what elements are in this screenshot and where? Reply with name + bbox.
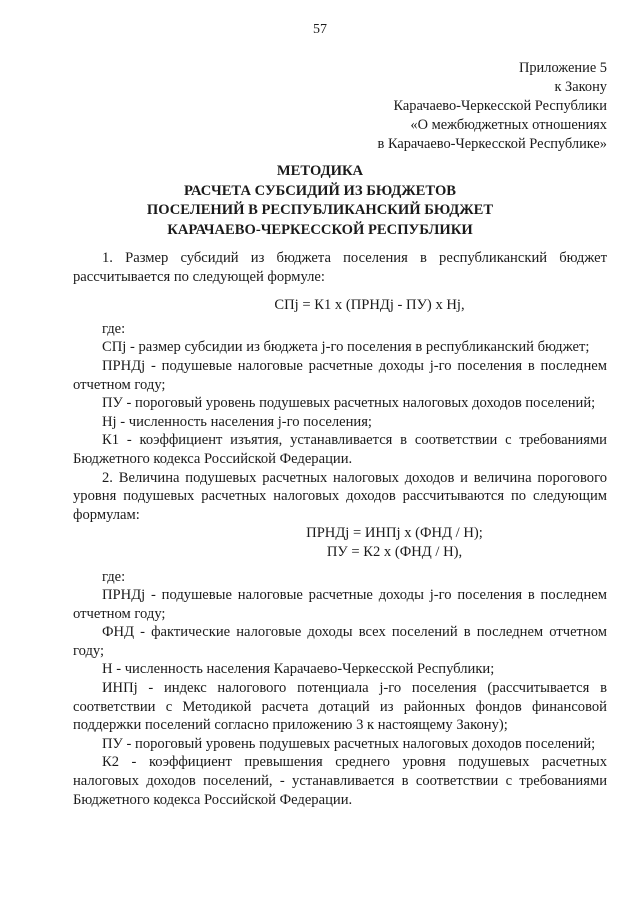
appendix-header	[378, 59, 607, 154]
document-body	[73, 249, 607, 809]
formula-subsidy: СПj = К1 х (ПРНДj - ПУ) х Нj,	[274, 297, 465, 314]
definition: Нj - численность населения j-го поселения;	[102, 413, 372, 430]
document-title	[0, 162, 640, 240]
section2-intro: 2. Величина подушевых расчетных налоговых доходов и величина порогового уровня подушевых расчетных налоговых доходов рассчитываются по следующим формулам:	[73, 469, 607, 523]
definition: К1 - коэффициент изъятия, устанавливается в соответствии с требованиями Бюджетного кодекса Российской Федерации.	[73, 432, 607, 467]
appendix-line: в Карачаево-Черкесской Республике»	[377, 136, 607, 152]
definition: ПРНДj - подушевые налоговые расчетные доходы j-го поселения в последнем отчетном году;	[73, 587, 607, 622]
where-label: где:	[102, 568, 126, 585]
title-line: КАРАЧАЕВО-ЧЕРКЕССКОЙ РЕСПУБЛИКИ	[167, 221, 473, 238]
appendix-line: «О межбюджетных отношениях	[410, 117, 607, 133]
title-line: РАСЧЕТА СУБСИДИЙ ИЗ БЮДЖЕТОВ	[183, 182, 457, 199]
definition: ПУ - пороговый уровень подушевых расчетных налоговых доходов поселений;	[102, 735, 596, 752]
section1-intro: 1. Размер субсидий из бюджета поселения в республиканский бюджет рассчитывается по следующей формуле:	[73, 250, 607, 285]
formula-pu: ПУ = К2 х (ФНД / Н),	[326, 543, 463, 560]
definition: ПРНДj - подушевые налоговые расчетные доходы j-го поселения в последнем отчетном году;	[73, 357, 607, 393]
definition: СПj - размер субсидии из бюджета j-го поселения в республиканский бюджет;	[102, 339, 590, 356]
appendix-line: Карачаево-Черкесской Республики	[393, 98, 607, 114]
definition: Н - численность населения Карачаево-Черкесской Республики;	[102, 661, 495, 678]
appendix-line: Приложение 5	[518, 60, 607, 76]
where-label: где:	[102, 320, 126, 337]
title-line: МЕТОДИКА	[276, 163, 364, 179]
definition: ФНД - фактические налоговые доходы всех поселений в последнем отчетном году;	[73, 624, 607, 659]
page-number: 57	[313, 22, 327, 37]
title-line: ПОСЕЛЕНИЙ В РЕСПУБЛИКАНСКИЙ БЮДЖЕТ	[146, 202, 494, 218]
formula-prnd: ПРНДj = ИНПj х (ФНД / Н);	[306, 525, 483, 542]
appendix-line: к Закону	[554, 79, 607, 95]
definition: ИНПj - индекс налогового потенциала j-го поселения (рассчитывается в соответствии с Методикой расчета дотаций из районных фондов финансовой поддержки поселений согласно приложению 3 к настоящему Закону);	[73, 680, 607, 734]
definition: К2 - коэффициент превышения среднего уровня подушевых расчетных налоговых доходов поселений, - устанавливается в соответствии с требованиями Бюджетного кодекса Российской Федерации.	[73, 754, 607, 808]
definition: ПУ - пороговый уровень подушевых расчетных налоговых доходов поселений;	[102, 395, 596, 412]
